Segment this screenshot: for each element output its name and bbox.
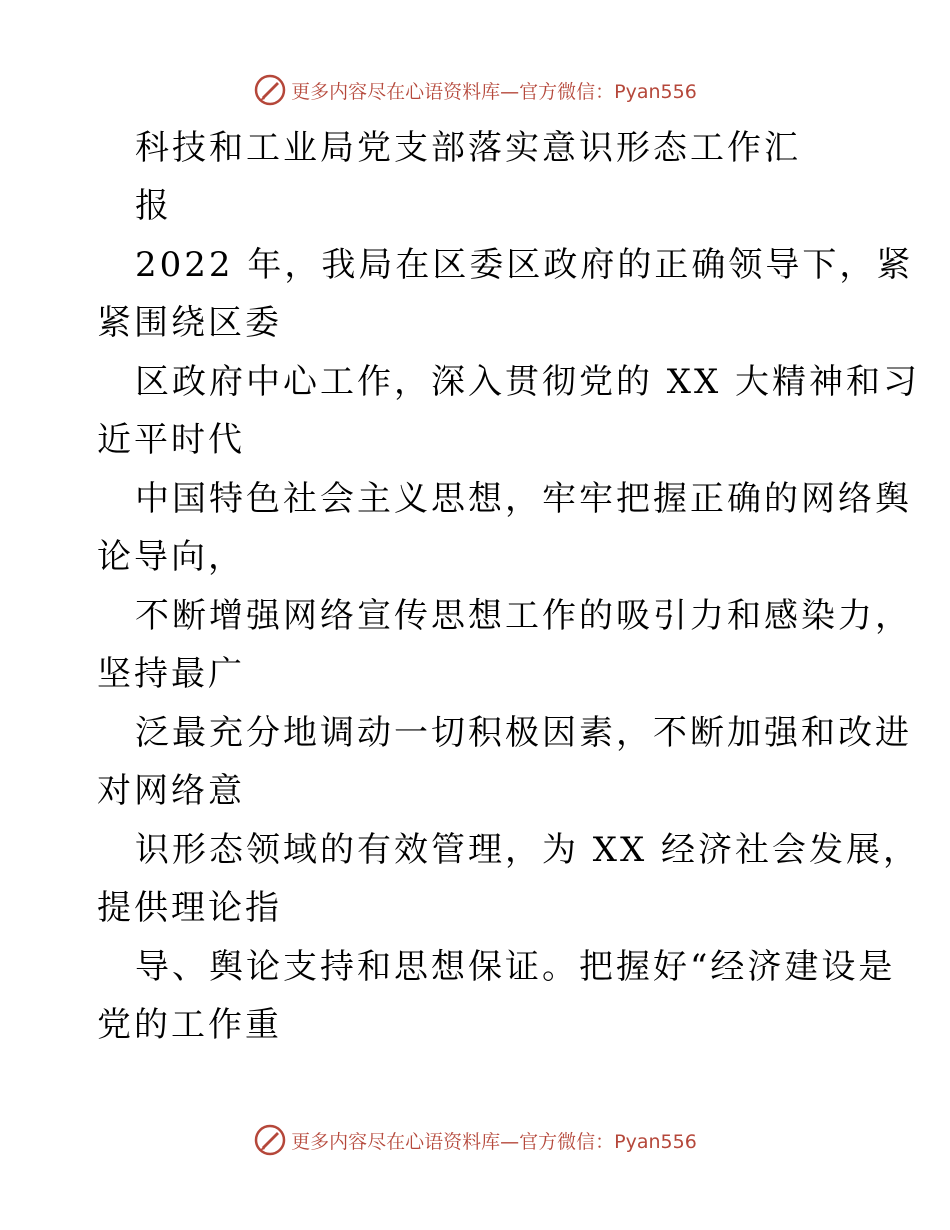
paragraph-line: 导、舆论支持和思想保证。把握好“经济建设是 xyxy=(135,947,896,987)
banner-separator: — xyxy=(500,80,520,103)
quill-logo-icon xyxy=(253,1123,287,1157)
paragraph-line: 2022 年，我局在区委区政府的正确领导下，紧 xyxy=(135,245,914,285)
banner-separator: — xyxy=(500,1130,520,1153)
banner-contact: 官方微信：Pyan556 xyxy=(519,80,697,103)
paragraph-line: 识形态领域的有效管理，为 XX 经济社会发展， xyxy=(135,830,921,870)
banner-slogan: 更多内容尽在心语资料库 xyxy=(291,80,501,103)
paragraph-line: 党的工作重 xyxy=(97,1005,282,1045)
paragraph-line: 论导向， xyxy=(97,537,245,577)
quill-logo-icon xyxy=(253,73,287,107)
document-title-line-1: 科技和工业局党支部落实意识形态工作汇 xyxy=(135,128,801,168)
banner-slogan: 更多内容尽在心语资料库 xyxy=(291,1130,501,1153)
paragraph-line: 不断增强网络宣传思想工作的吸引力和感染力， xyxy=(135,596,912,636)
document-title-line-2: 报 xyxy=(135,186,172,226)
paragraph-line: 泛最充分地调动一切积极因素，不断加强和改进 xyxy=(135,713,912,753)
paragraph-line: 中国特色社会主义思想，牢牢把握正确的网络舆 xyxy=(135,479,912,519)
banner-contact: 官方微信：Pyan556 xyxy=(519,1130,697,1153)
paragraph-line: 近平时代 xyxy=(97,420,245,460)
paragraph-line: 区政府中心工作，深入贯彻党的 XX 大精神和习 xyxy=(135,362,921,402)
header-banner xyxy=(0,68,950,112)
paragraph-line: 对网络意 xyxy=(97,771,245,811)
paragraph-line: 提供理论指 xyxy=(97,888,282,928)
paragraph-line: 紧围绕区委 xyxy=(97,303,282,343)
footer-banner xyxy=(0,1118,950,1162)
paragraph-line: 坚持最广 xyxy=(97,654,245,694)
